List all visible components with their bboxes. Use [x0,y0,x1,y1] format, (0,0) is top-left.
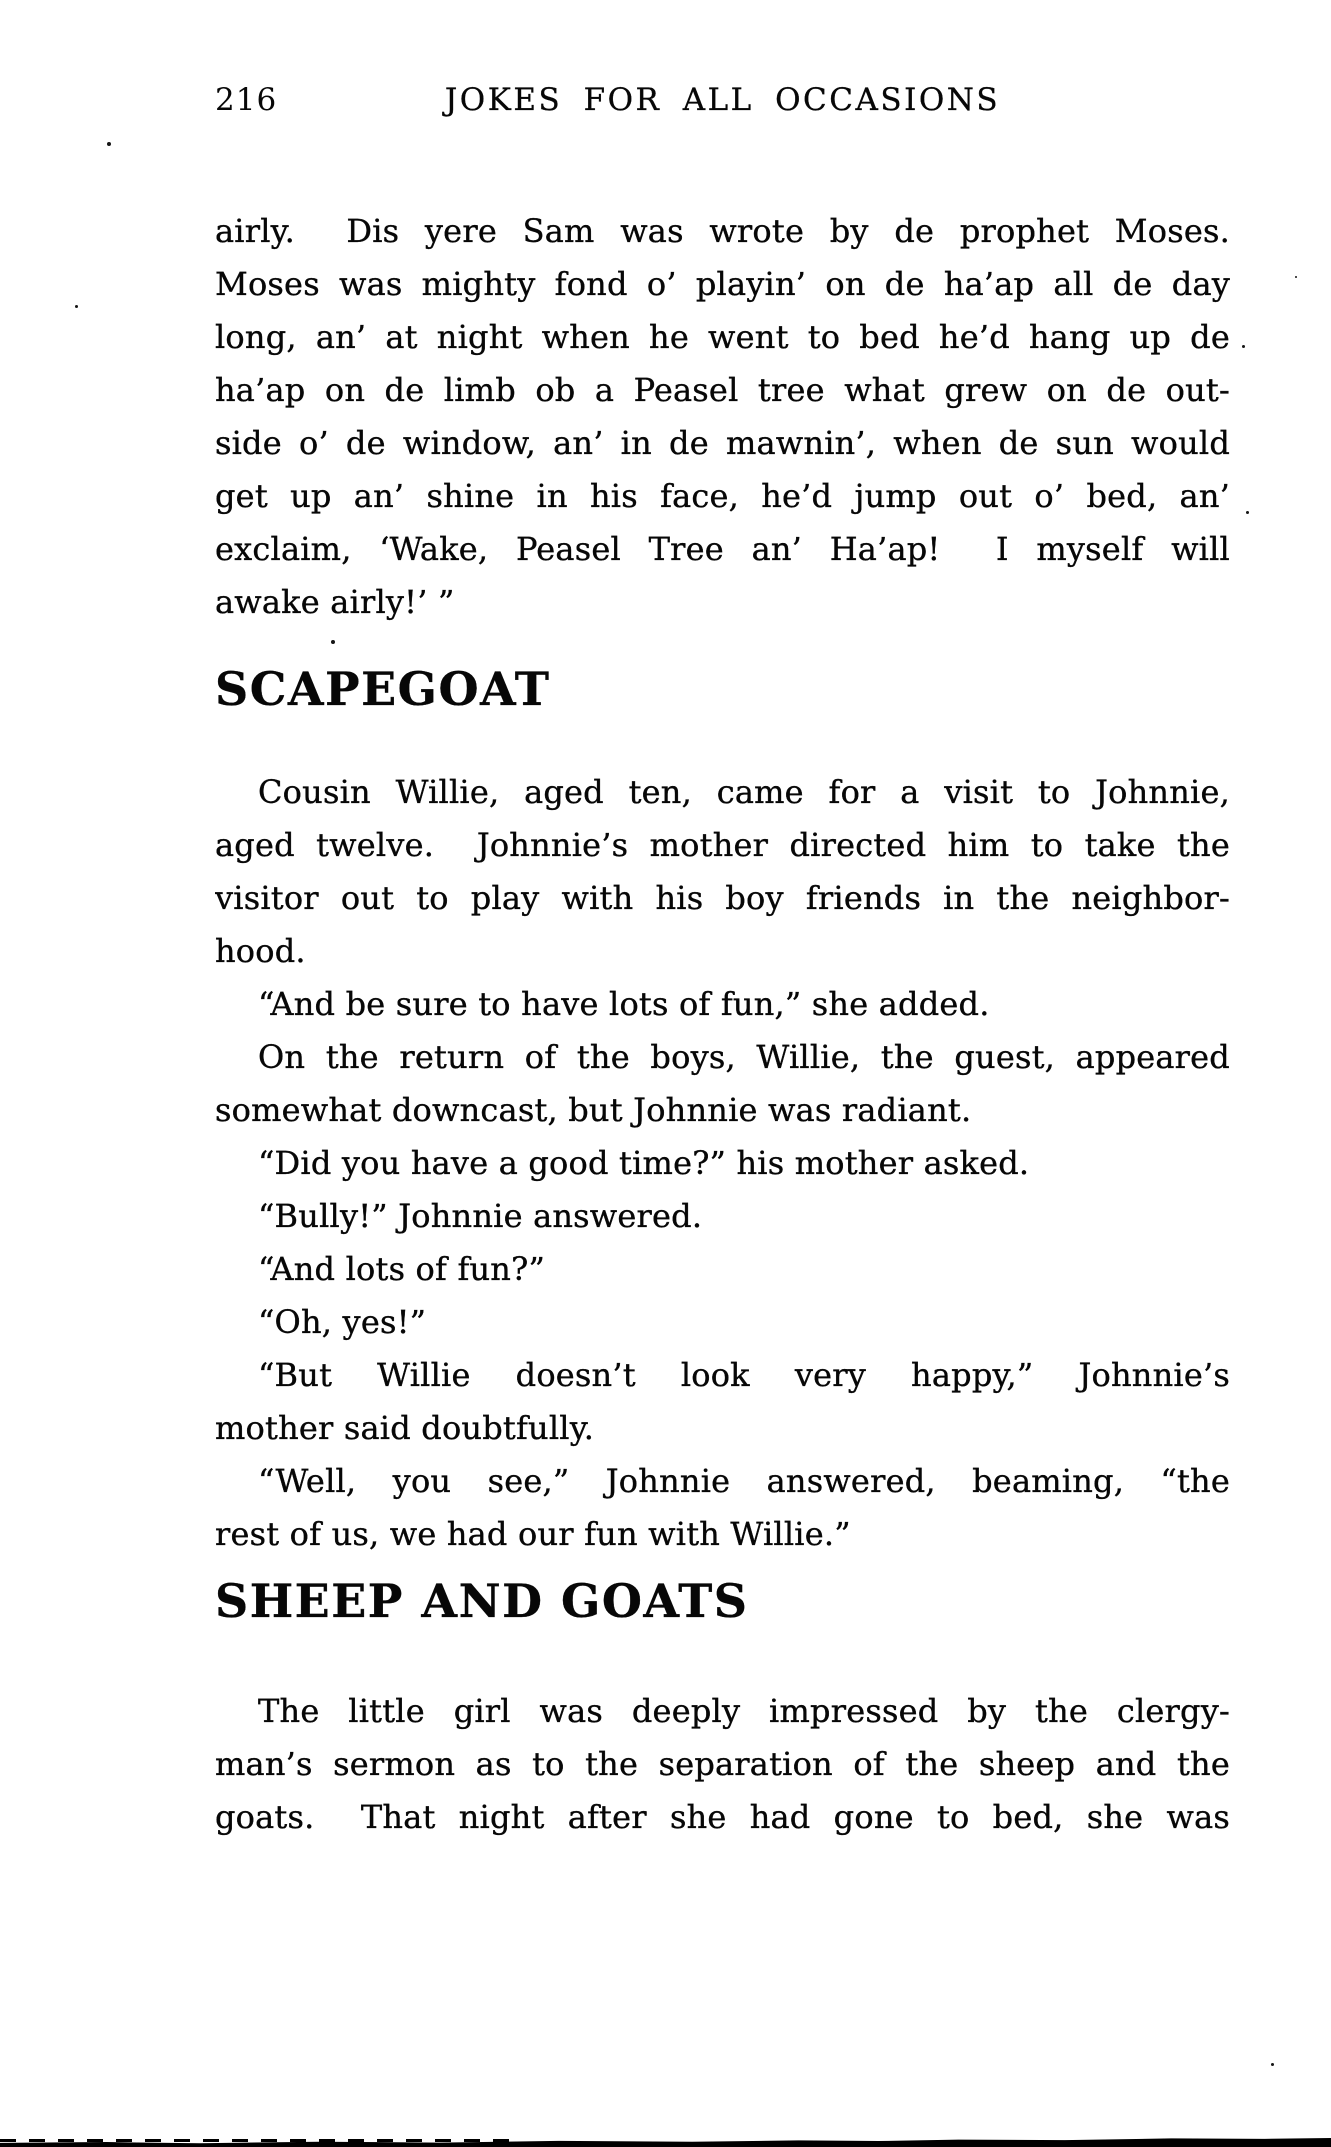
text-line: “And be sure to have lots of fun,” she added. [258,985,990,1023]
text-line: goats. That night after she had gone to bed, she was [215,1798,1230,1836]
section-sheep-goats-text [215,1685,1230,1844]
section-heading-scapegoat: SCAPEGOAT [215,662,551,716]
scan-speck [331,640,335,644]
text-line: “And lots of fun?” [258,1250,546,1288]
text-line: long, an’ at night when he went to bed he’d hang up de [215,318,1230,356]
section-scapegoat-text [215,766,1230,1561]
text-line: “Did you have a good time?” his mother asked. [258,1144,1030,1182]
scan-speck [75,305,78,308]
page-number: 216 [215,82,278,118]
scan-speck [1271,2063,1274,2066]
text-line: man’s sermon as to the separation of the sheep and the [215,1745,1230,1783]
page-header [215,80,1230,120]
text-line: mother said doubtfully. [215,1409,595,1447]
text-line: Cousin Willie, aged ten, came for a visit to Johnnie, [258,773,1230,811]
text-line: ha’ap on de limb ob a Peasel tree what grew on de out- [215,371,1230,409]
scan-edge-artifact-dashes [0,2139,520,2142]
section-heading-sheep-goats: SHEEP AND GOATS [215,1574,749,1628]
text-line: get up an’ shine in his face, he’d jump out o’ bed, an’ [215,477,1230,515]
paragraph-airly [215,205,1230,629]
text-line: airly. Dis yere Sam was wrote by de prophet Moses. [215,212,1230,250]
scan-speck [1242,345,1245,348]
text-line: “Well, you see,” Johnnie answered, beaming, “the [258,1462,1230,1500]
text-line: visitor out to play with his boy friends in the neighbor- [215,879,1230,917]
text-line: “Bully!” Johnnie answered. [258,1197,703,1235]
text-line: The little girl was deeply impressed by the clergy- [258,1692,1230,1730]
scan-speck [107,142,111,146]
text-line: hood. [215,932,306,970]
text-line: rest of us, we had our fun with Willie.” [215,1515,851,1553]
text-line: somewhat downcast, but Johnnie was radiant. [215,1091,972,1129]
running-title: JOKES FOR ALL OCCASIONS [444,82,1001,118]
text-line: side o’ de window, an’ in de mawnin’, when de sun would [215,424,1230,462]
text-line: “But Willie doesn’t look very happy,” Johnnie’s [258,1356,1230,1394]
text-line: “Oh, yes!” [258,1303,427,1341]
text-line: awake airly!’ ” [215,583,455,621]
scan-speck [1246,511,1249,514]
text-line: Moses was mighty fond o’ playin’ on de ha’ap all de day [215,265,1230,303]
text-line: On the return of the boys, Willie, the guest, appeared [258,1038,1230,1076]
text-line: aged twelve. Johnnie’s mother directed him to take the [215,826,1230,864]
scan-speck [1295,276,1297,278]
text-line: exclaim, ‘Wake, Peasel Tree an’ Ha’ap! I myself will [215,530,1230,568]
